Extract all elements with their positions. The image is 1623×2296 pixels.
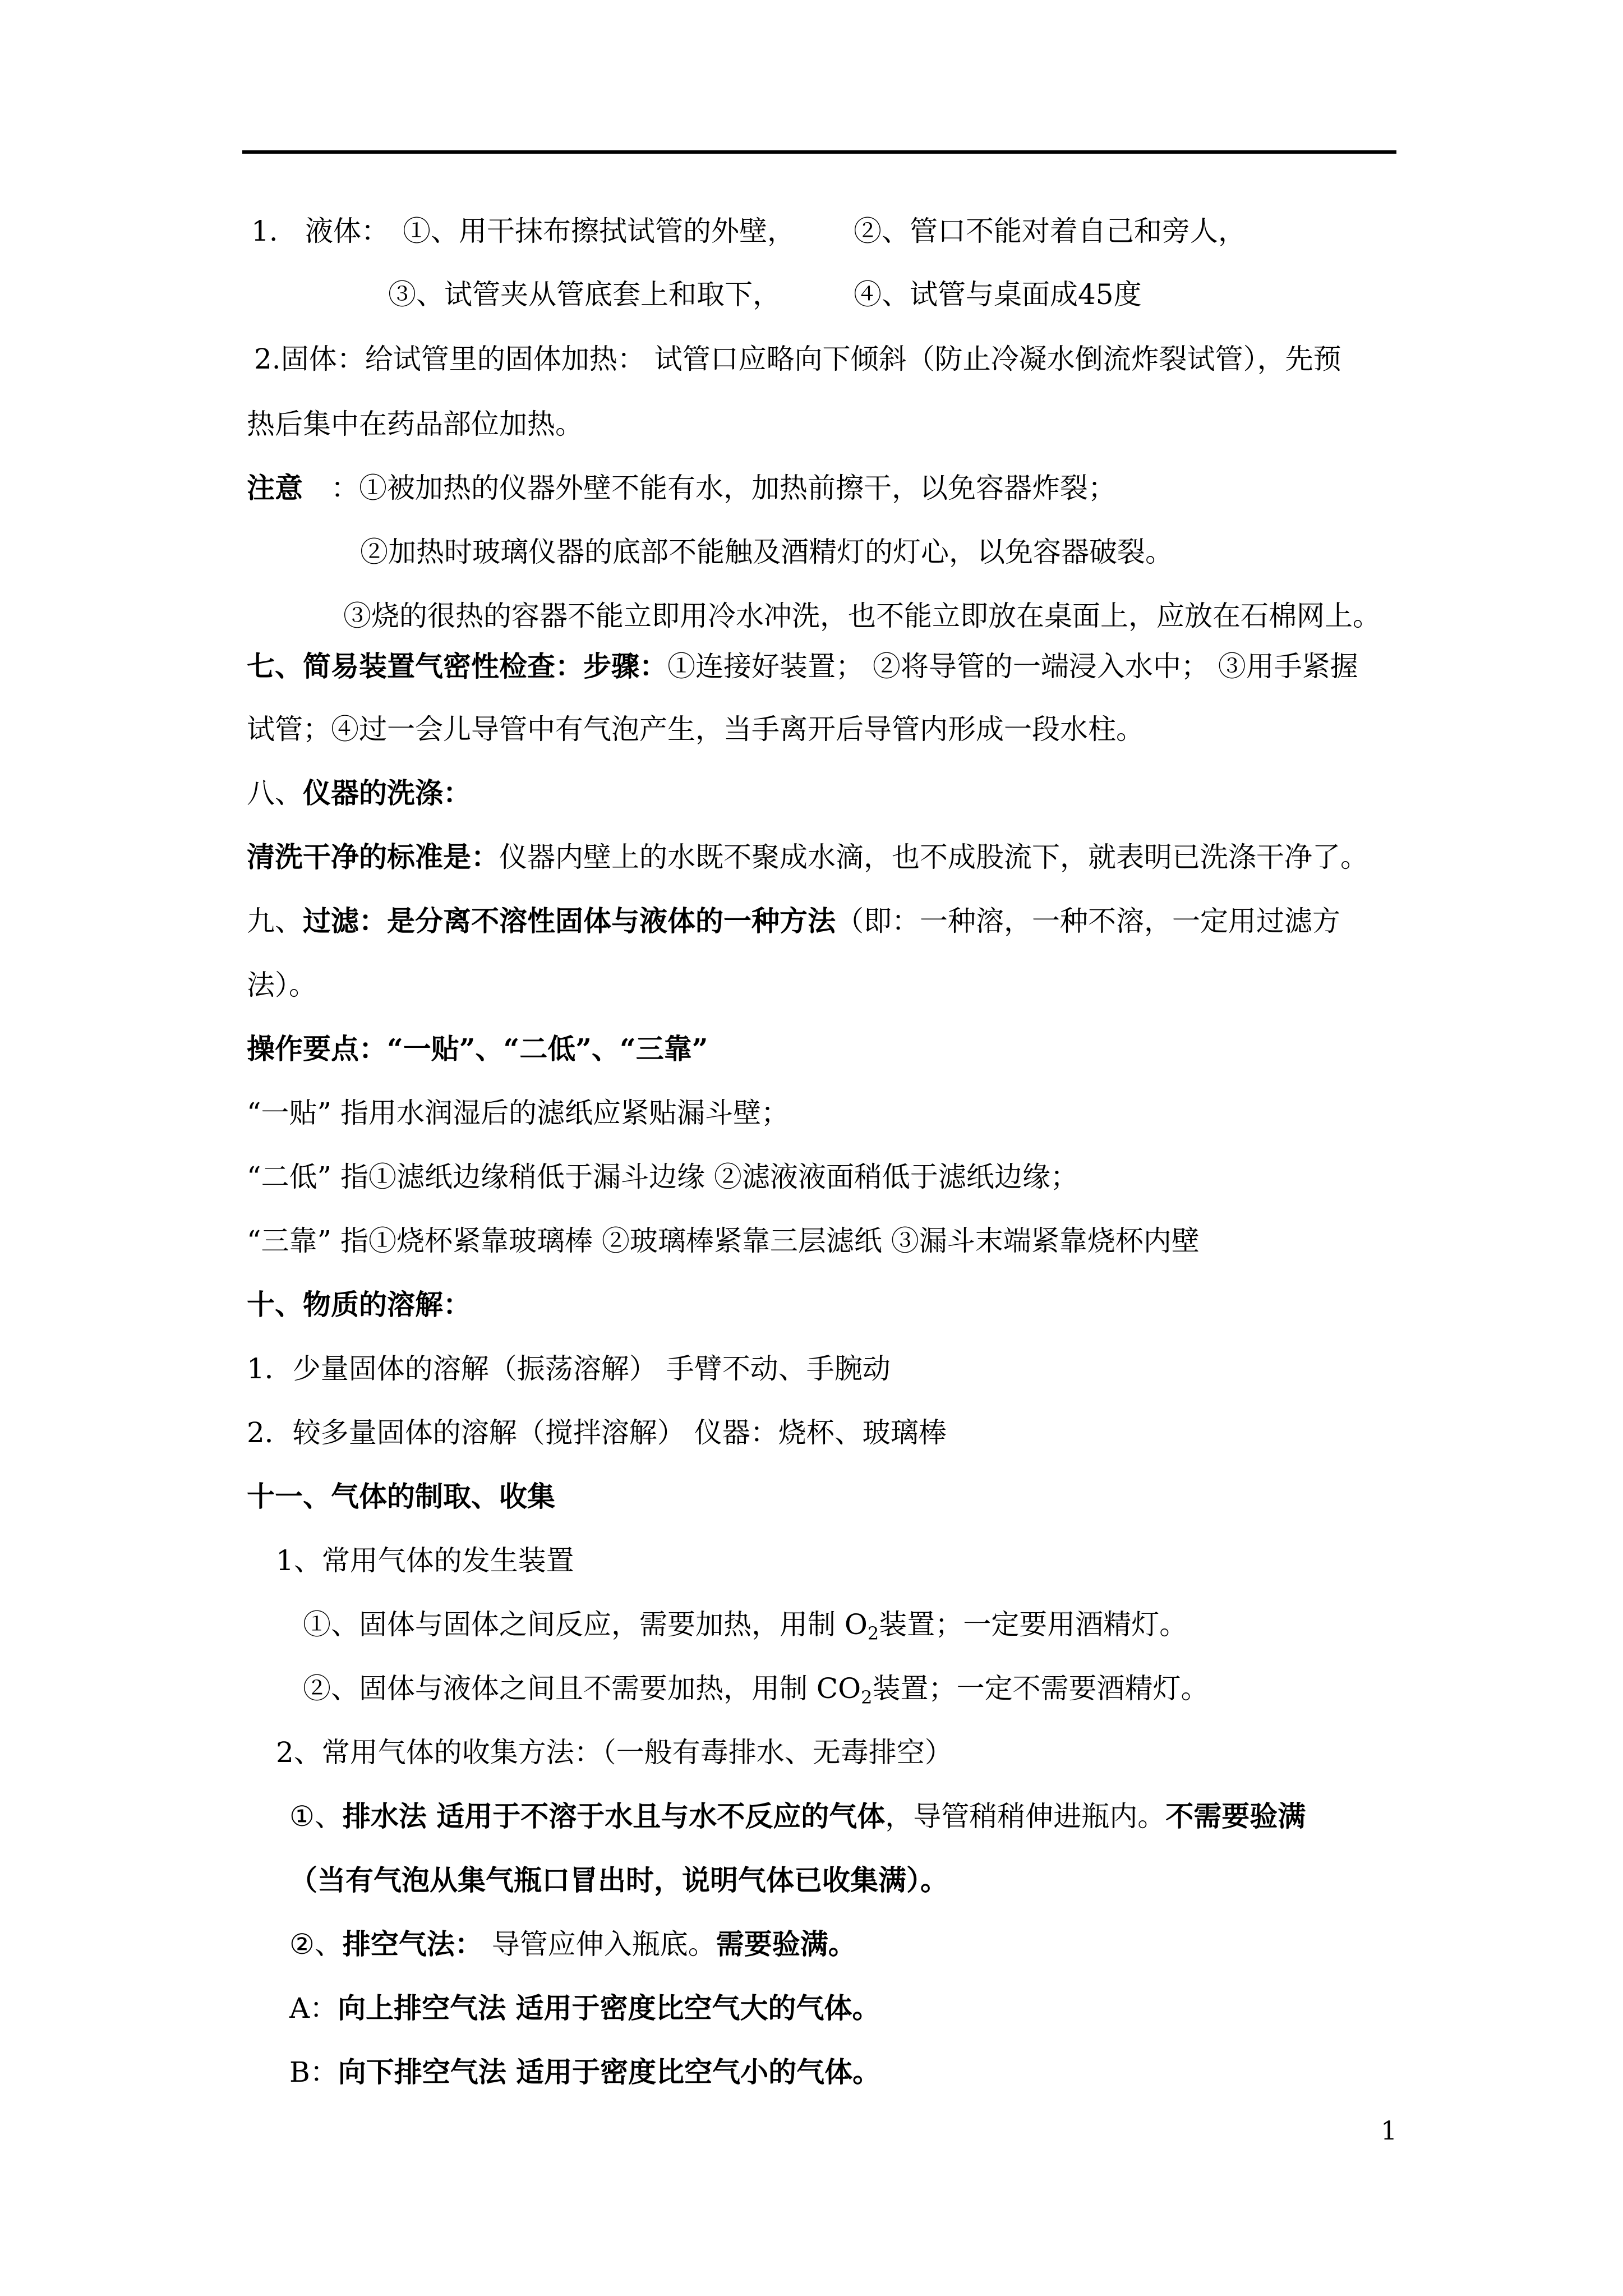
gas-gen-1-subscript: 2 bbox=[867, 1623, 879, 1644]
section-7-line-2: 试管；④过一会儿导管中有气泡产生，当手离开后导管内形成一段水柱。 bbox=[247, 713, 1144, 746]
cleaning-criterion bbox=[247, 835, 1368, 880]
page-number: 1 bbox=[1381, 2115, 1398, 2146]
section-9-prefix: 九、 bbox=[247, 905, 303, 937]
water-no-check: 不需要验满 bbox=[1165, 1800, 1306, 1833]
gas-gen-2 bbox=[303, 1666, 1209, 1711]
section-8-title: 仪器的洗涤： bbox=[303, 776, 471, 809]
dissolve-1: 1．少量固体的溶解（振荡溶解） 手臂不动、手腕动 bbox=[247, 1352, 891, 1385]
downward-prefix: B： bbox=[289, 2056, 338, 2088]
solid-line-1: 2.固体：给试管里的固体加热： 试管口应略向下倾斜（防止冷凝水倒流炸裂试管），先预 bbox=[254, 343, 1341, 375]
gas-gen-2-subscript: 2 bbox=[861, 1687, 873, 1708]
water-method: 排水法 适用于不溶于水且与水不反应的气体 bbox=[342, 1800, 886, 1833]
gas-gen-1-tail: 装置；一定要用酒精灯。 bbox=[879, 1608, 1188, 1641]
note-label: 注意 bbox=[247, 471, 303, 504]
downward-text: 向下排空气法 适用于密度比空气小的气体。 bbox=[338, 2055, 881, 2088]
downward-air bbox=[289, 2050, 880, 2095]
gas-gen-2-text: ②、固体与液体之间且不需要加热，用制 CO bbox=[303, 1672, 861, 1705]
criterion-label: 清洗干净的标准是： bbox=[247, 840, 499, 873]
section-9-title: 过滤：是分离不溶性固体与液体的一种方法 bbox=[303, 904, 836, 937]
air-detail: 导管应伸入瓶底。 bbox=[482, 1928, 716, 1961]
air-num: ②、 bbox=[289, 1928, 343, 1961]
liquid-label: 液体： bbox=[305, 215, 389, 247]
air-method: 排空气法： bbox=[342, 1927, 483, 1961]
gas-gen-1 bbox=[303, 1602, 1187, 1647]
section-9-note: （即：一种溶，一种不溶，一定用过滤方 bbox=[836, 905, 1340, 937]
section-7-steps: ①连接好装置； ②将导管的一端浸入水中； ③用手紧握 bbox=[667, 650, 1358, 683]
liquid-num: 1. bbox=[251, 215, 278, 247]
water-num: ①、 bbox=[289, 1800, 343, 1833]
filter-points-title: 操作要点：“一贴”、“二低”、“三靠” bbox=[247, 1032, 708, 1065]
section-9-line-1 bbox=[247, 899, 1340, 944]
filter-point-2: “二低” 指①滤纸边缘稍低于漏斗边缘 ②滤液液面稍低于滤纸边缘； bbox=[247, 1161, 1078, 1193]
section-7-heading: 七、简易装置气密性检查：步骤： bbox=[247, 650, 667, 683]
note-3: ③烧的很热的容器不能立即用冷水冲洗，也不能立即放在桌面上，应放在石棉网上。 bbox=[343, 600, 1381, 632]
liquid-step-4: ④、试管与桌面成45度 bbox=[854, 278, 1142, 311]
section-11-heading: 十一、气体的制取、收集 bbox=[247, 1480, 555, 1513]
water-detail: ，导管稍稍伸进瓶内。 bbox=[885, 1800, 1166, 1833]
upward-text: 向上排空气法 适用于密度比空气大的气体。 bbox=[338, 1991, 880, 2024]
note-1: ：①被加热的仪器外壁不能有水，加热前擦干，以免容器炸裂； bbox=[331, 472, 1116, 504]
section-7-line-1 bbox=[247, 644, 1358, 689]
liquid-step-2: ②、管口不能对着自己和旁人， bbox=[854, 215, 1246, 247]
section-8-heading bbox=[247, 771, 471, 816]
air-check: 需要验满。 bbox=[716, 1927, 856, 1961]
liquid-step-3: ③、试管夹从管底套上和取下， bbox=[388, 278, 781, 311]
header-rule bbox=[242, 150, 1396, 154]
section-10-heading: 十、物质的溶解： bbox=[247, 1288, 471, 1321]
gas-gen-2-tail: 装置；一定不需要酒精灯。 bbox=[872, 1672, 1209, 1705]
gas-collection-title: 2、常用气体的收集方法：（一般有毒排水、无毒排空） bbox=[276, 1736, 953, 1769]
section-8-prefix: 八、 bbox=[247, 777, 303, 809]
solid-line-2: 热后集中在药品部位加热。 bbox=[247, 408, 583, 440]
liquid-step-1: ①、用干抹布擦拭试管的外壁， bbox=[403, 215, 795, 247]
upward-prefix: A： bbox=[289, 1992, 338, 2024]
air-displacement bbox=[289, 1922, 856, 1967]
filter-point-3: “三靠” 指①烧杯紧靠玻璃棒 ②玻璃棒紧靠三层滤纸 ③漏斗末端紧靠烧杯内壁 bbox=[247, 1225, 1200, 1257]
criterion-text: 仪器内壁上的水既不聚成水滴，也不成股流下，就表明已洗涤干净了。 bbox=[499, 841, 1368, 873]
gas-gen-1-text: ①、固体与固体之间反应，需要加热，用制 O bbox=[303, 1608, 868, 1641]
note-2: ②加热时玻璃仪器的底部不能触及酒精灯的灯心，以免容器破裂。 bbox=[360, 536, 1173, 568]
water-displacement-note: （当有气泡从集气瓶口冒出时，说明气体已收集满）。 bbox=[289, 1864, 948, 1897]
dissolve-2: 2．较多量固体的溶解（搅拌溶解） 仪器：烧杯、玻璃棒 bbox=[247, 1416, 947, 1449]
gas-generation-title: 1、常用气体的发生装置 bbox=[276, 1544, 574, 1577]
water-displacement bbox=[289, 1794, 1306, 1839]
filter-point-1: “一贴” 指用水润湿后的滤纸应紧贴漏斗壁； bbox=[247, 1097, 790, 1129]
section-9-line-2: 法）。 bbox=[247, 969, 317, 1001]
upward-air bbox=[289, 1986, 880, 2031]
